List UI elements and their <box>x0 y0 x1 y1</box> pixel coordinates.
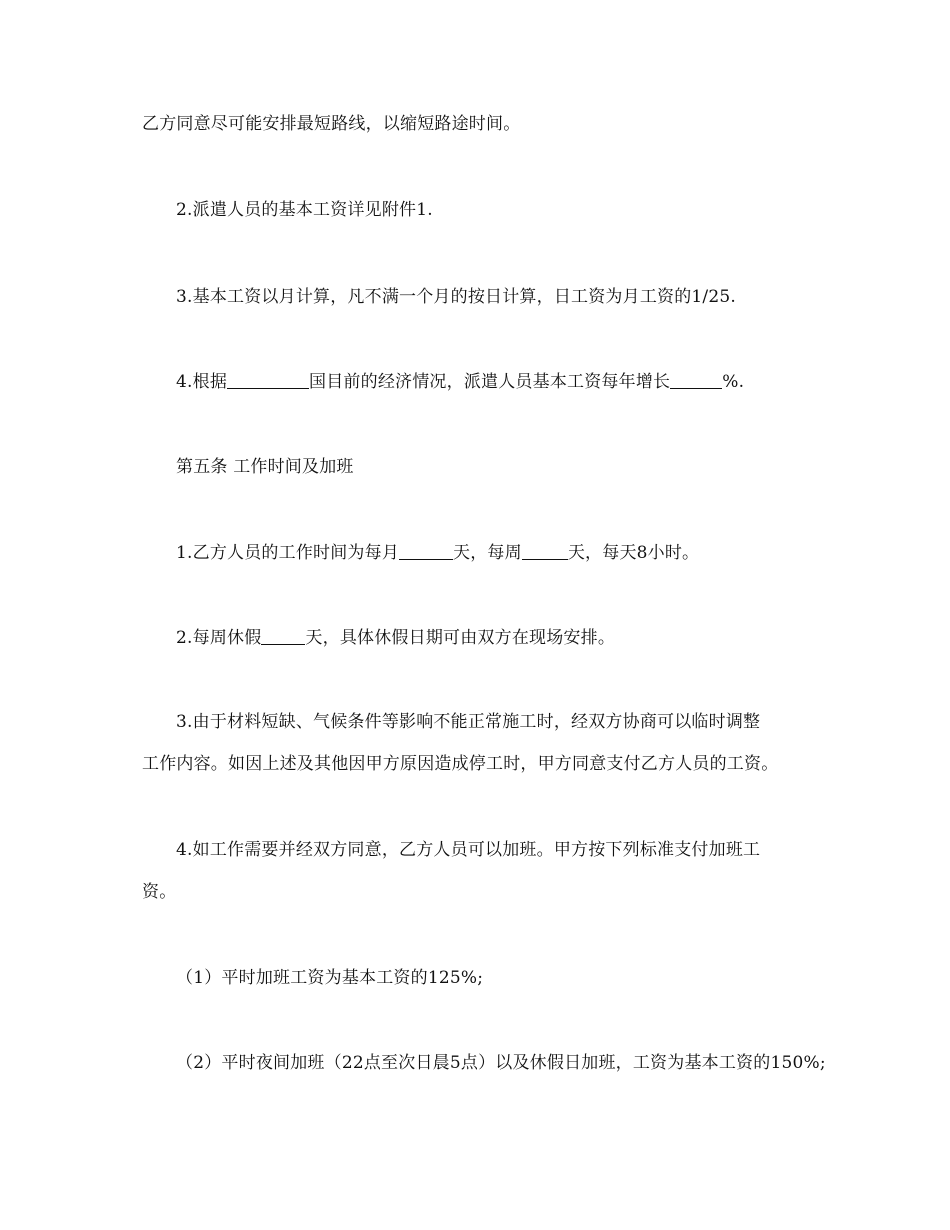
text-segment: %. <box>722 372 745 392</box>
blank-days-per-week <box>522 541 568 560</box>
paragraph-work-stoppage-line1: 3.由于材料短缺、气候条件等影响不能正常施工时，经双方协商可以临时调整 <box>176 712 761 732</box>
blank-days-per-month <box>399 541 453 560</box>
section-heading-article-5: 第五条 工作时间及加班 <box>176 457 354 477</box>
paragraph-working-hours <box>176 541 699 565</box>
text-segment: 国目前的经济情况，派遣人员基本工资每年增长 <box>309 372 671 392</box>
text-segment: 天，每天8小时。 <box>567 543 700 563</box>
paragraph-overtime-line1: 4.如工作需要并经双方同意，乙方人员可以加班。甲方按下列标准支付加班工 <box>176 840 761 860</box>
paragraph-route: 乙方同意尽可能安排最短路线，以缩短路途时间。 <box>142 114 521 134</box>
paragraph-overtime-rate-2: （2）平时夜间加班（22点至次日晨5点）以及休假日加班，工资为基本工资的150%; <box>176 1053 826 1073</box>
blank-country <box>227 370 309 389</box>
text-segment: 天，具体休假日期可由双方在现场安排。 <box>305 628 616 648</box>
paragraph-overtime-rate-1: （1）平时加班工资为基本工资的125%; <box>176 968 484 988</box>
paragraph-basic-wage: 2.派遣人员的基本工资详见附件1. <box>176 200 433 220</box>
paragraph-work-stoppage-line2: 工作内容。如因上述及其他因甲方原因造成停工时，甲方同意支付乙方人员的工资。 <box>142 754 779 774</box>
text-segment: 1.乙方人员的工作时间为每月 <box>176 543 400 563</box>
paragraph-wage-calculation: 3.基本工资以月计算，凡不满一个月的按日计算，日工资为月工资的1/25. <box>176 287 736 307</box>
blank-percent <box>670 370 722 389</box>
paragraph-overtime-line2: 资。 <box>142 882 177 902</box>
blank-leave-days <box>261 626 305 645</box>
text-segment: 天，每周 <box>453 543 522 563</box>
text-segment: 2.每周休假 <box>176 628 262 648</box>
paragraph-weekly-leave <box>176 626 615 650</box>
paragraph-wage-increase <box>176 370 744 394</box>
text-segment: 4.根据 <box>176 372 228 392</box>
